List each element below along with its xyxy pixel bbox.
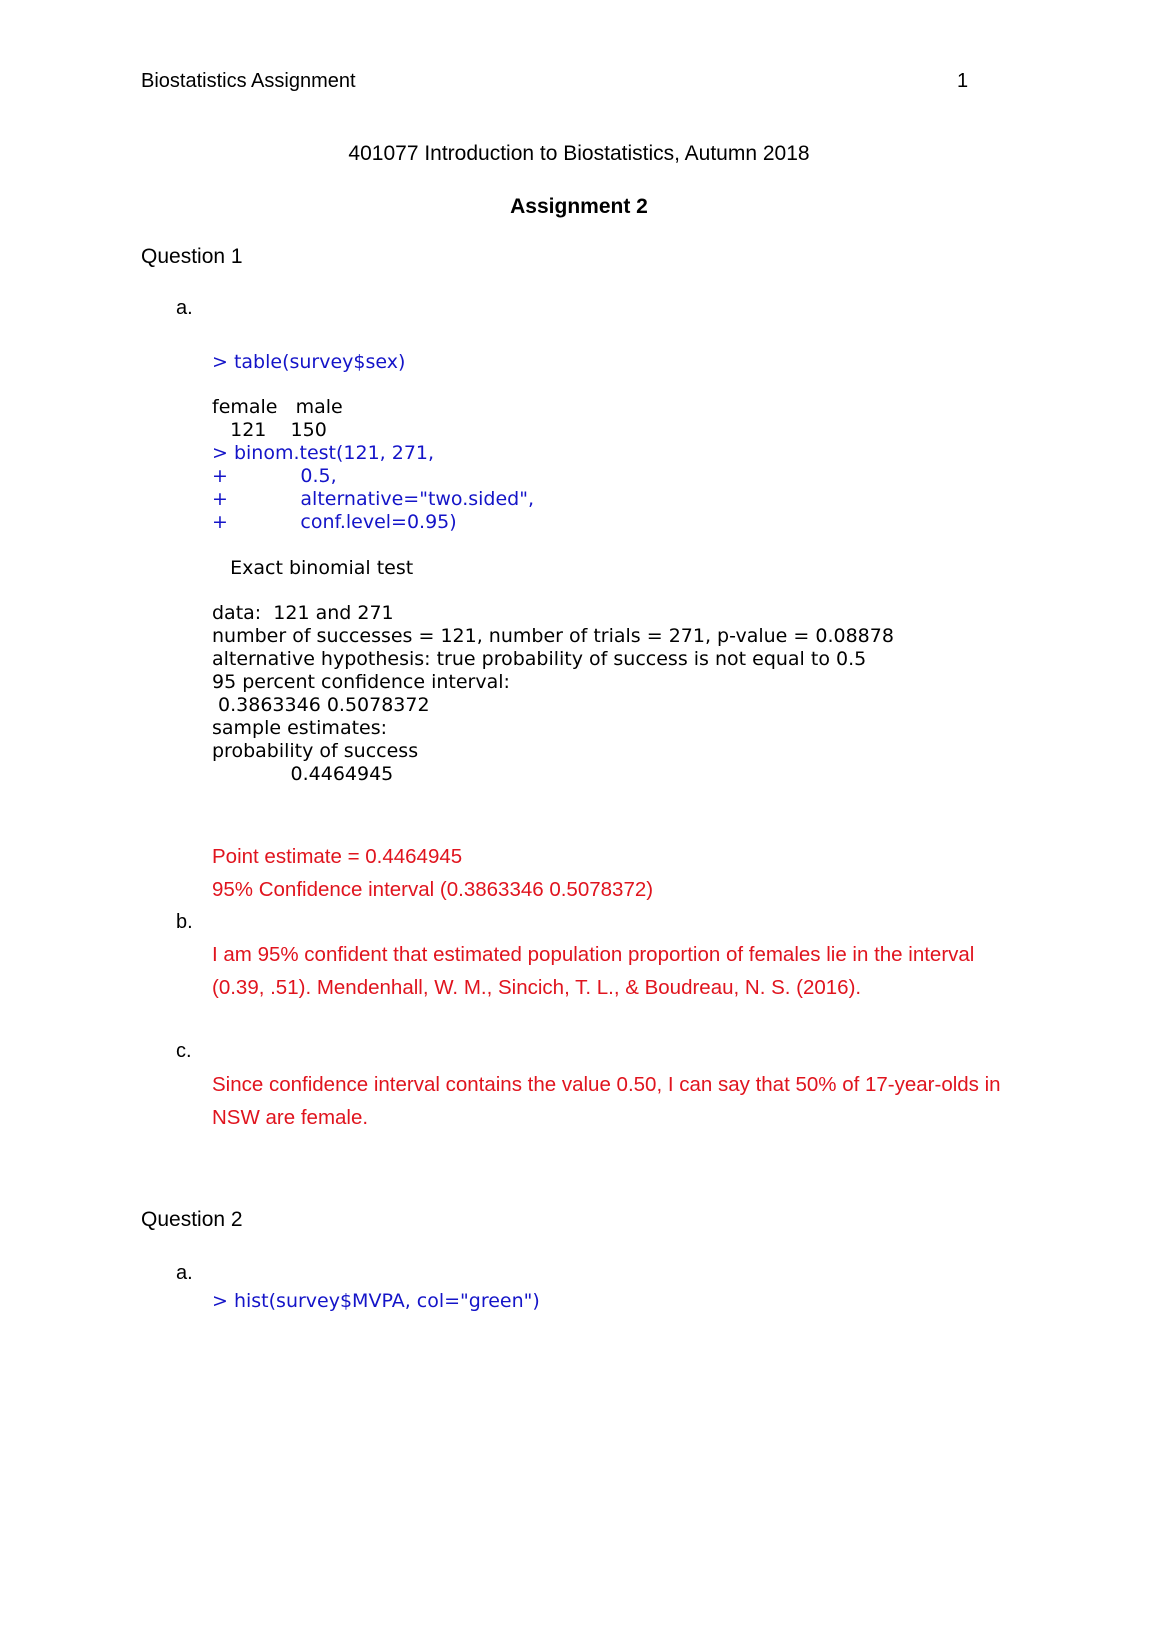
page-number: 1 — [957, 70, 969, 92]
output-line: 0.3863346 0.5078372 — [212, 694, 430, 716]
output-line: data: 121 and 271 — [212, 602, 394, 624]
question-2-heading: Question 2 — [141, 1208, 243, 1231]
r-command-binom-3: + alternative="two.sided", — [212, 488, 535, 510]
answer-confidence-interval: 95% Confidence interval (0.3863346 0.5078372) — [212, 878, 654, 901]
r-command-binom-4: + conf.level=0.95) — [212, 511, 457, 533]
course-title: 401077 Introduction to Biostatistics, Autumn 2018 — [348, 142, 810, 165]
output-line: sample estimates: — [212, 717, 388, 739]
running-header-title: Biostatistics Assignment — [141, 70, 356, 92]
r-command-hist: > hist(survey$MVPA, col="green") — [212, 1290, 540, 1312]
table-header-row: female male — [212, 396, 343, 418]
q1-part-c-label: c. — [176, 1040, 192, 1062]
output-test-title: Exact binomial test — [212, 557, 414, 579]
assignment-title: Assignment 2 — [510, 195, 648, 218]
answer-point-estimate: Point estimate = 0.4464945 — [212, 845, 463, 868]
q1-part-b-label: b. — [176, 911, 193, 933]
answer-part-c: Since confidence interval contains the value 0.50, I can say that 50% of 17-year-olds in NSW are female. — [212, 1073, 1001, 1129]
output-line: probability of success — [212, 740, 419, 762]
question-1-heading: Question 1 — [141, 245, 243, 268]
r-command-binom-1: > binom.test(121, 271, — [212, 442, 435, 464]
answer-part-b: I am 95% confident that estimated population proportion of females lie in the interval (0.39, .51). Mendenhall, W. M., Sincich, T. L., & Boudreau, N. S. (2016). — [212, 943, 975, 999]
output-line: 95 percent confidence interval: — [212, 671, 510, 693]
r-command-binom-2: + 0.5, — [212, 465, 337, 487]
r-command-table: > table(survey$sex) — [212, 351, 406, 373]
q1-part-a-label: a. — [176, 297, 193, 319]
q2-part-a-label: a. — [176, 1262, 193, 1284]
output-line: 0.4464945 — [212, 763, 394, 785]
output-line: number of successes = 121, number of trials = 271, p-value = 0.08878 — [212, 625, 894, 647]
output-line: alternative hypothesis: true probability of success is not equal to 0.5 — [212, 648, 867, 670]
table-values-row: 121 150 — [212, 419, 327, 441]
